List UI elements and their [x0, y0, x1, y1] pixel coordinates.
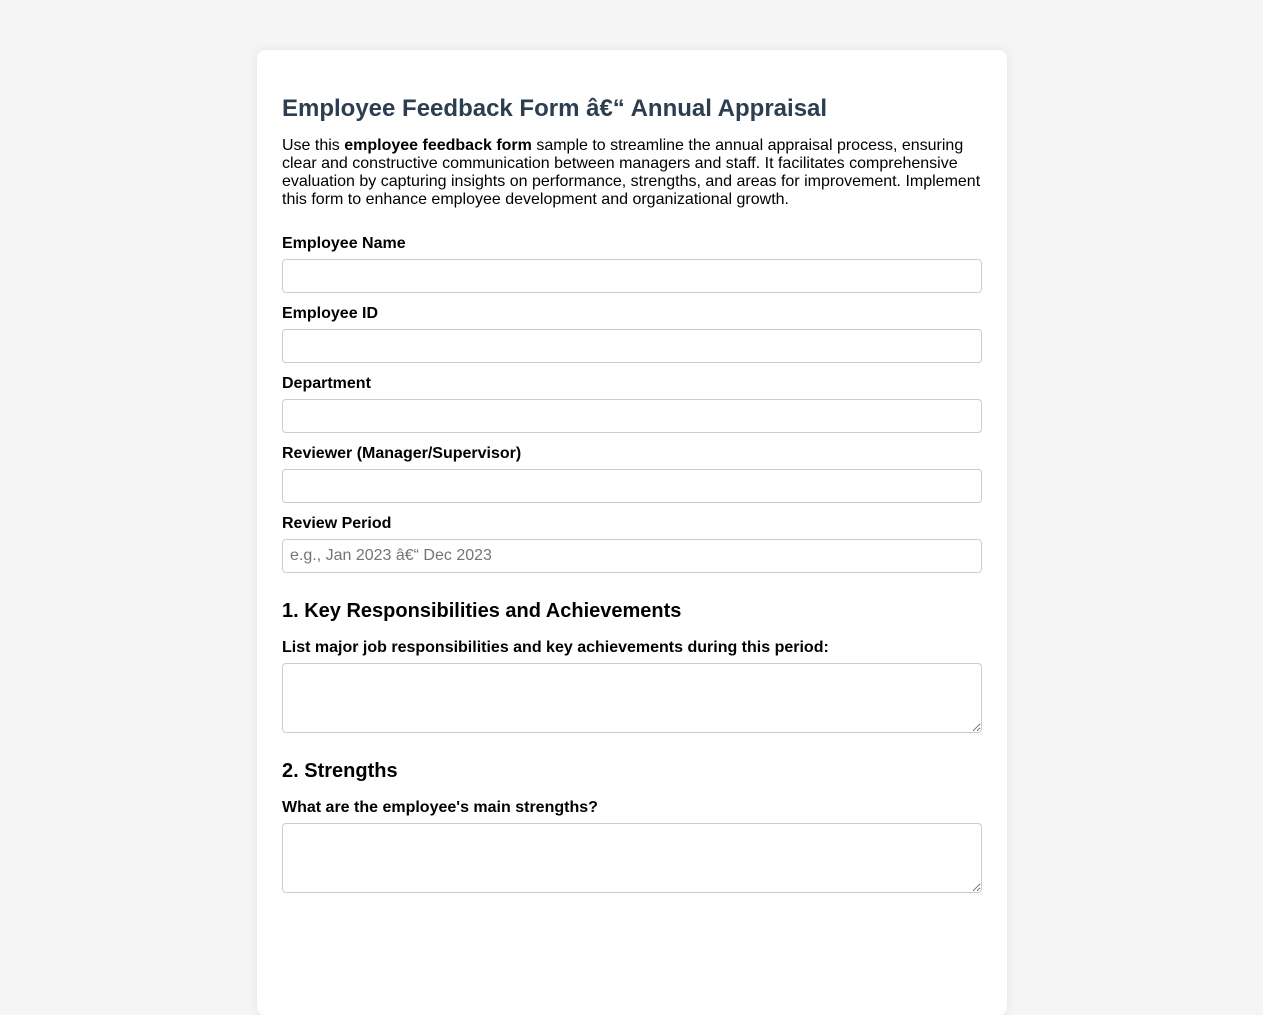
- reviewer-label: Reviewer (Manager/Supervisor): [282, 445, 522, 462]
- department-label: Department: [282, 375, 371, 392]
- page-title: Employee Feedback Form â€“ Annual Appraisal: [282, 95, 828, 122]
- intro-bold: employee feedback form: [344, 137, 532, 154]
- employee-name-field: [282, 235, 982, 293]
- review-period-label: Review Period: [282, 515, 392, 532]
- strengths-textarea[interactable]: [282, 823, 982, 893]
- employee-id-input[interactable]: [282, 329, 982, 363]
- employee-name-input[interactable]: [282, 259, 982, 293]
- intro-prefix: Use this: [282, 137, 345, 154]
- department-input[interactable]: [282, 399, 982, 433]
- employee-id-label: Employee ID: [282, 305, 379, 322]
- reviewer-field: [282, 445, 982, 503]
- responsibilities-textarea[interactable]: [282, 663, 982, 733]
- strengths-label: What are the employee's main strengths?: [282, 799, 598, 816]
- employee-id-field: [282, 305, 982, 363]
- section-heading-responsibilities: 1. Key Responsibilities and Achievements: [282, 600, 682, 622]
- section-heading-strengths: 2. Strengths: [282, 760, 398, 782]
- review-period-input[interactable]: [282, 539, 982, 573]
- reviewer-input[interactable]: [282, 469, 982, 503]
- intro-suffix: sample to streamline the annual appraisal process, ensuring clear and constructive communication between managers and staff. It facilitates comprehensive evaluation by capturing insights on performance, strengths, and areas for improvement. Implement this form to enhance employee development and organizational growth.: [282, 137, 981, 208]
- review-period-field: [282, 515, 982, 573]
- strengths-field: [282, 799, 982, 893]
- responsibilities-field: [282, 639, 982, 733]
- intro-paragraph: [282, 137, 982, 209]
- department-field: [282, 375, 982, 433]
- responsibilities-label: List major job responsibilities and key achievements during this period:: [282, 639, 829, 656]
- employee-name-label: Employee Name: [282, 235, 406, 252]
- form-card: [257, 50, 1007, 1015]
